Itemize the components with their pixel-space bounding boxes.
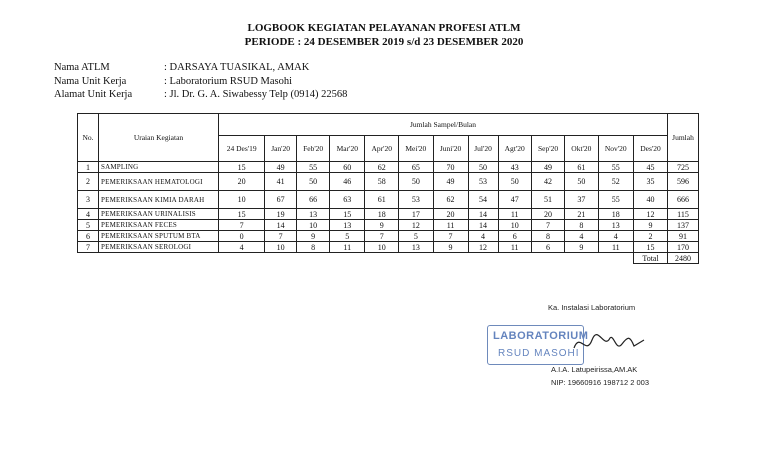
cell-value: 70 bbox=[433, 162, 468, 173]
cell-value: 15 bbox=[634, 242, 668, 253]
cell-value: 6 bbox=[531, 242, 564, 253]
info-row bbox=[54, 75, 347, 89]
table-row bbox=[78, 242, 699, 253]
cell-value: 9 bbox=[433, 242, 468, 253]
cell-value: 11 bbox=[598, 242, 634, 253]
cell-value: 20 bbox=[219, 173, 265, 191]
document-title: LOGBOOK KEGIATAN PELAYANAN PROFESI ATLM bbox=[247, 22, 521, 34]
table-row bbox=[78, 231, 699, 242]
signature-role: Ka. Instalasi Laboratorium bbox=[548, 303, 636, 312]
cell-value: 4 bbox=[219, 242, 265, 253]
row-activity: PEMERIKSAAN FECES bbox=[99, 220, 219, 231]
info-row bbox=[54, 88, 347, 102]
cell-value: 9 bbox=[634, 220, 668, 231]
row-number: 2 bbox=[78, 173, 99, 191]
cell-value: 40 bbox=[634, 191, 668, 209]
row-number: 1 bbox=[78, 162, 99, 173]
cell-value: 7 bbox=[433, 231, 468, 242]
cell-value: 10 bbox=[365, 242, 399, 253]
header-month: Mar'20 bbox=[330, 136, 365, 162]
cell-value: 14 bbox=[468, 220, 498, 231]
info-value: : Laboratorium RSUD Masohi bbox=[164, 75, 293, 87]
row-activity: PEMERIKSAAN URINALISIS bbox=[99, 209, 219, 220]
cell-value: 8 bbox=[531, 231, 564, 242]
cell-value: 43 bbox=[498, 162, 531, 173]
header-month: Juni'20 bbox=[433, 136, 468, 162]
row-total: 596 bbox=[668, 173, 699, 191]
signature-name: A.I.A. Latupeirissa,AM.AK bbox=[551, 365, 638, 374]
row-activity: PEMERIKSAAN HEMATOLOGI bbox=[99, 173, 219, 191]
row-activity: PEMERIKSAAN SEROLOGI bbox=[99, 242, 219, 253]
cell-value: 52 bbox=[598, 173, 634, 191]
table-row bbox=[78, 173, 699, 191]
cell-value: 17 bbox=[399, 209, 433, 220]
cell-value: 13 bbox=[296, 209, 329, 220]
cell-value: 21 bbox=[565, 209, 598, 220]
cell-value: 49 bbox=[433, 173, 468, 191]
row-activity: PEMERIKSAAN SPUTUM BTA bbox=[99, 231, 219, 242]
info-block bbox=[54, 61, 347, 102]
cell-value: 13 bbox=[598, 220, 634, 231]
cell-value: 5 bbox=[399, 231, 433, 242]
cell-value: 66 bbox=[296, 191, 329, 209]
cell-value: 7 bbox=[531, 220, 564, 231]
cell-value: 12 bbox=[468, 242, 498, 253]
cell-value: 7 bbox=[265, 231, 297, 242]
row-total: 137 bbox=[668, 220, 699, 231]
row-number: 5 bbox=[78, 220, 99, 231]
cell-value: 14 bbox=[265, 220, 297, 231]
cell-value: 50 bbox=[296, 173, 329, 191]
header-month: Des'20 bbox=[634, 136, 668, 162]
cell-value: 53 bbox=[468, 173, 498, 191]
header-month: Okt'20 bbox=[565, 136, 598, 162]
table-row bbox=[78, 162, 699, 173]
grand-total: 2480 bbox=[668, 253, 699, 264]
cell-value: 46 bbox=[330, 173, 365, 191]
cell-value: 50 bbox=[399, 173, 433, 191]
info-label: Nama Unit Kerja bbox=[54, 75, 127, 87]
cell-value: 37 bbox=[565, 191, 598, 209]
stamp-line2: RSUD MASOHI bbox=[498, 348, 580, 359]
total-label: Total bbox=[634, 253, 668, 264]
header-item: Uraian Kegiatan bbox=[99, 114, 219, 162]
row-total: 115 bbox=[668, 209, 699, 220]
header-total: Jumlah bbox=[668, 114, 699, 162]
info-label: Alamat Unit Kerja bbox=[54, 89, 133, 100]
cell-value: 4 bbox=[565, 231, 598, 242]
cell-value: 10 bbox=[219, 191, 265, 209]
cell-value: 50 bbox=[565, 173, 598, 191]
cell-value: 65 bbox=[399, 162, 433, 173]
header-month: Agt'20 bbox=[498, 136, 531, 162]
header-month: Mei'20 bbox=[399, 136, 433, 162]
cell-value: 62 bbox=[365, 162, 399, 173]
cell-value: 10 bbox=[498, 220, 531, 231]
info-value: : DARSAYA TUASIKAL, AMAK bbox=[164, 62, 310, 73]
cell-value: 15 bbox=[219, 162, 265, 173]
header-month: Jul'20 bbox=[468, 136, 498, 162]
cell-value: 13 bbox=[330, 220, 365, 231]
row-activity: PEMERIKSAAN KIMIA DARAH bbox=[99, 191, 219, 209]
cell-value: 35 bbox=[634, 173, 668, 191]
cell-value: 15 bbox=[219, 209, 265, 220]
cell-value: 14 bbox=[468, 209, 498, 220]
cell-value: 60 bbox=[330, 162, 365, 173]
row-total: 666 bbox=[668, 191, 699, 209]
info-value: : Jl. Dr. G. A. Siwabessy Telp (0914) 22568 bbox=[164, 89, 348, 100]
header-month: Sep'20 bbox=[531, 136, 564, 162]
cell-value: 49 bbox=[265, 162, 297, 173]
cell-value: 10 bbox=[265, 242, 297, 253]
cell-value: 12 bbox=[399, 220, 433, 231]
handwritten-signature bbox=[570, 328, 650, 358]
cell-value: 5 bbox=[330, 231, 365, 242]
cell-value: 20 bbox=[531, 209, 564, 220]
total-row bbox=[78, 253, 699, 264]
table-row bbox=[78, 220, 699, 231]
cell-value: 4 bbox=[468, 231, 498, 242]
signature-nip: NIP: 19660916 198712 2 003 bbox=[551, 378, 650, 387]
header-group: Jumlah Sampel/Bulan bbox=[219, 114, 668, 136]
cell-value: 9 bbox=[296, 231, 329, 242]
cell-value: 53 bbox=[399, 191, 433, 209]
row-number: 3 bbox=[78, 191, 99, 209]
row-number: 6 bbox=[78, 231, 99, 242]
cell-value: 67 bbox=[265, 191, 297, 209]
cell-value: 47 bbox=[498, 191, 531, 209]
cell-value: 58 bbox=[365, 173, 399, 191]
cell-value: 9 bbox=[565, 242, 598, 253]
cell-value: 55 bbox=[598, 191, 634, 209]
cell-value: 8 bbox=[565, 220, 598, 231]
cell-value: 10 bbox=[296, 220, 329, 231]
cell-value: 20 bbox=[433, 209, 468, 220]
header-month: Apr'20 bbox=[365, 136, 399, 162]
cell-value: 62 bbox=[433, 191, 468, 209]
cell-value: 11 bbox=[498, 242, 531, 253]
row-number: 7 bbox=[78, 242, 99, 253]
cell-value: 50 bbox=[468, 162, 498, 173]
row-total: 91 bbox=[668, 231, 699, 242]
cell-value: 42 bbox=[531, 173, 564, 191]
cell-value: 4 bbox=[598, 231, 634, 242]
cell-value: 7 bbox=[219, 220, 265, 231]
cell-value: 63 bbox=[330, 191, 365, 209]
cell-value: 61 bbox=[365, 191, 399, 209]
cell-value: 18 bbox=[598, 209, 634, 220]
cell-value: 55 bbox=[598, 162, 634, 173]
row-number: 4 bbox=[78, 209, 99, 220]
cell-value: 0 bbox=[219, 231, 265, 242]
cell-value: 19 bbox=[265, 209, 297, 220]
cell-value: 11 bbox=[330, 242, 365, 253]
row-activity: SAMPLING bbox=[99, 162, 219, 173]
cell-value: 15 bbox=[330, 209, 365, 220]
cell-value: 41 bbox=[265, 173, 297, 191]
cell-value: 11 bbox=[433, 220, 468, 231]
cell-value: 2 bbox=[634, 231, 668, 242]
cell-value: 6 bbox=[498, 231, 531, 242]
header-month: 24 Des'19 bbox=[219, 136, 265, 162]
cell-value: 7 bbox=[365, 231, 399, 242]
cell-value: 18 bbox=[365, 209, 399, 220]
logbook-table bbox=[77, 113, 699, 264]
cell-value: 50 bbox=[498, 173, 531, 191]
cell-value: 13 bbox=[399, 242, 433, 253]
total-spacer bbox=[78, 253, 634, 264]
cell-value: 51 bbox=[531, 191, 564, 209]
cell-value: 61 bbox=[565, 162, 598, 173]
cell-value: 45 bbox=[634, 162, 668, 173]
table-row bbox=[78, 209, 699, 220]
row-total: 170 bbox=[668, 242, 699, 253]
document-period: PERIODE : 24 DESEMBER 2019 s/d 23 DESEMBER 2020 bbox=[244, 36, 524, 48]
cell-value: 9 bbox=[365, 220, 399, 231]
stamp-line1: LABORATORIUM bbox=[493, 330, 589, 342]
cell-value: 8 bbox=[296, 242, 329, 253]
cell-value: 55 bbox=[296, 162, 329, 173]
info-label: Nama ATLM bbox=[54, 62, 110, 73]
row-total: 725 bbox=[668, 162, 699, 173]
info-row bbox=[54, 61, 347, 75]
cell-value: 11 bbox=[498, 209, 531, 220]
cell-value: 49 bbox=[531, 162, 564, 173]
cell-value: 12 bbox=[634, 209, 668, 220]
cell-value: 54 bbox=[468, 191, 498, 209]
table-row bbox=[78, 191, 699, 209]
header-no: No. bbox=[78, 114, 99, 162]
header-month: Nov'20 bbox=[598, 136, 634, 162]
header-month: Feb'20 bbox=[296, 136, 329, 162]
header-month: Jan'20 bbox=[265, 136, 297, 162]
